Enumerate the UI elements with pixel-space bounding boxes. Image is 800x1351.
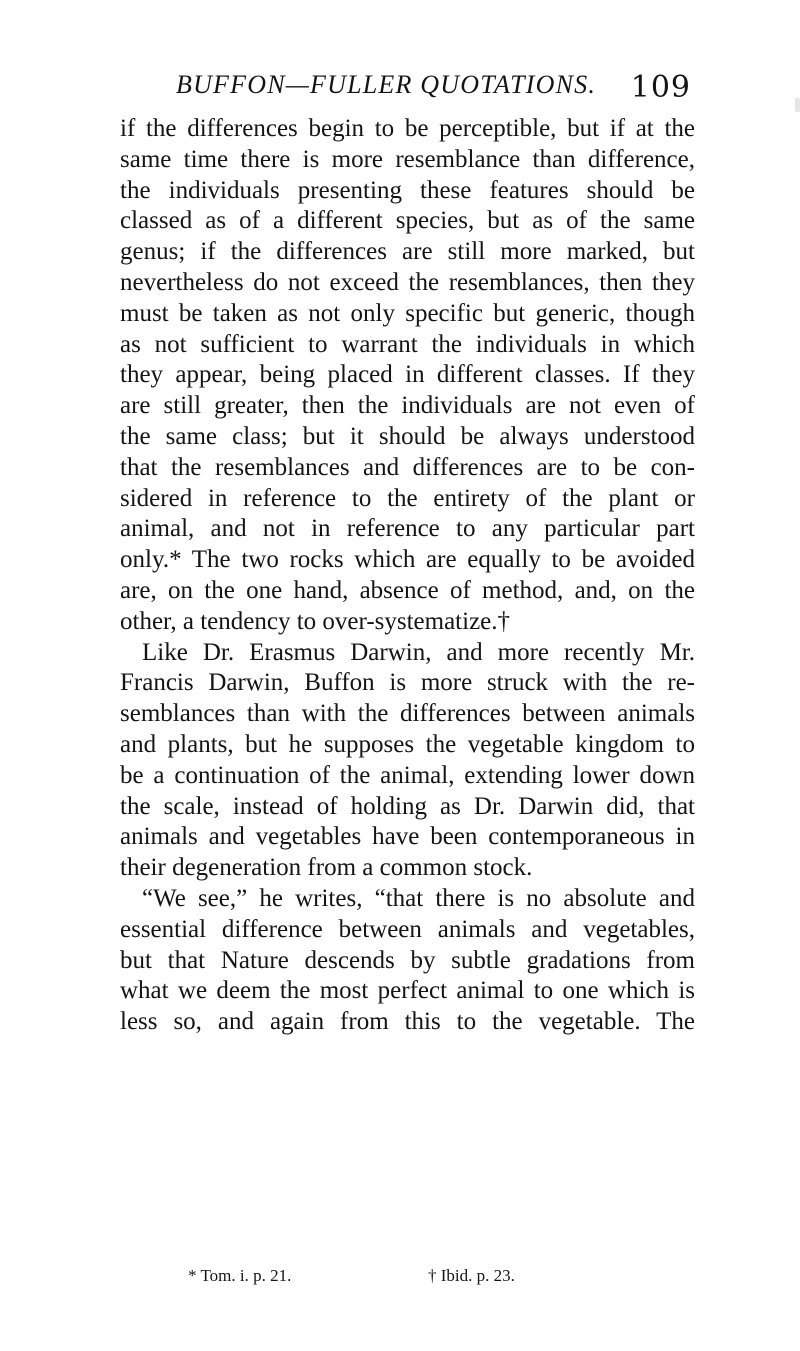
text-line: genus; if the differences are still more marked, but xyxy=(120,238,695,266)
text-line: Francis Darwin, Buffon is more struck with the re- xyxy=(120,669,695,697)
footnote: † Ibid. p. 23. xyxy=(428,1266,515,1285)
text-line: same time there is more resemblance than difference, xyxy=(120,145,695,173)
text-line: that the resemblances and differences are to be con- xyxy=(120,453,695,481)
text-line: the same class; but it should be always understood xyxy=(120,422,695,450)
text-line: semblances than with the differences between animals xyxy=(120,700,695,728)
text-line: their degeneration from a common stock. xyxy=(120,854,533,882)
text-line: Like Dr. Erasmus Darwin, and more recently Mr. xyxy=(142,638,695,666)
running-head: BUFFON—FULLER QUOTATIONS. xyxy=(176,70,597,99)
text-line: if the differences begin to be perceptible, but if at the xyxy=(120,115,695,142)
text-line: classed as of a different species, but as of the same xyxy=(120,207,695,235)
text-line: what we deem the most perfect animal to one which is xyxy=(120,977,695,1005)
page-header xyxy=(176,70,691,106)
text-line: only.* The two rocks which are equally to be avoided xyxy=(120,546,695,574)
text-line: other, a tendency to over-systematize.† xyxy=(120,607,511,635)
text-line: animals and vegetables have been contemporaneous in xyxy=(120,823,695,851)
text-line: animal, and not in reference to any particular part xyxy=(120,515,695,543)
text-line: essential difference between animals and vegetables, xyxy=(120,915,695,943)
text-line: but that Nature descends by subtle gradations from xyxy=(120,946,695,974)
footnote: * Tom. i. p. 21. xyxy=(188,1266,292,1285)
page-number: 109 xyxy=(630,70,691,105)
text-line: the individuals presenting these features should be xyxy=(120,176,695,204)
text-line: are still greater, then the individuals are not even of xyxy=(120,392,695,420)
text-line: less so, and again from this to the vegetable. The xyxy=(120,1008,695,1036)
text-line: must be taken as not only specific but generic, though xyxy=(120,299,695,327)
text-line: the scale, instead of holding as Dr. Darwin did, that xyxy=(120,792,695,820)
page-speck xyxy=(795,98,800,112)
text-line: “We see,” he writes, “that there is no absolute and xyxy=(142,884,695,912)
text-line: are, on the one hand, absence of method, and, on the xyxy=(120,576,695,604)
text-line: nevertheless do not exceed the resemblances, then they xyxy=(120,268,695,296)
text-line: they appear, being placed in different classes. If they xyxy=(120,361,695,389)
body-text xyxy=(120,114,695,1038)
text-line: sidered in reference to the entirety of the plant or xyxy=(120,484,695,512)
text-line: as not sufficient to warrant the individuals in which xyxy=(120,330,695,358)
text-line: and plants, but he supposes the vegetable kingdom to xyxy=(120,730,695,758)
text-line: be a continuation of the animal, extending lower down xyxy=(120,761,695,789)
